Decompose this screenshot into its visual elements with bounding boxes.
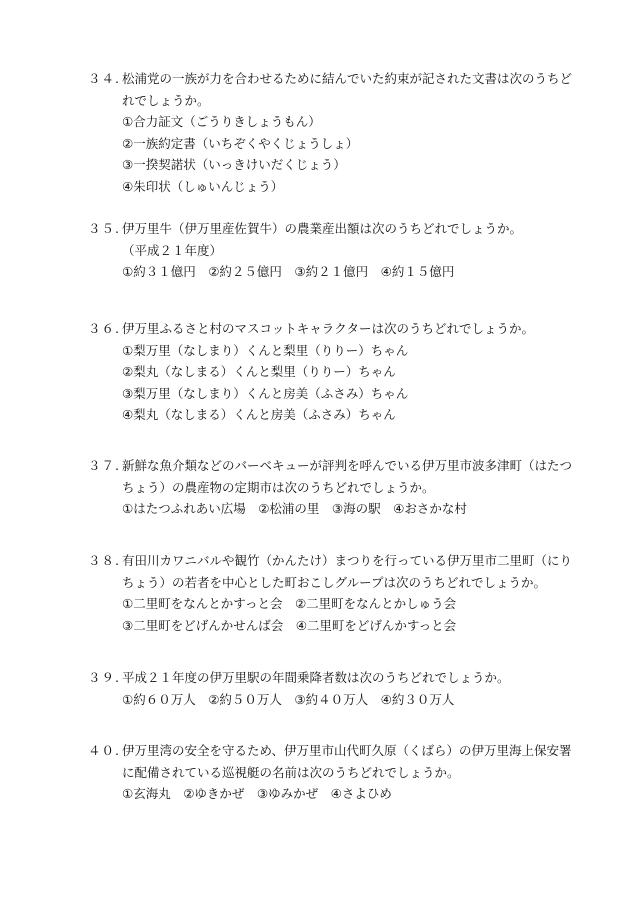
question-text-line: 新鮮な魚介類などのバーベキューが評判を呼んでいる伊万里市波多津町（はたつ xyxy=(122,458,573,473)
choice-line: ①二里町をなんとかすっと会 ②二里町をなんとかしゅう会 xyxy=(122,596,457,611)
question-text-line: れでしょうか。 xyxy=(122,92,210,108)
choice-line: ①合力証文（ごうりきしょうもん） xyxy=(122,114,321,129)
question-37 xyxy=(88,455,578,520)
question-text-line: 伊万里牛（伊万里産佐賀牛）の農業産出額は次のうちどれでしょうか。 xyxy=(122,221,523,236)
question-38 xyxy=(88,550,578,636)
question-number: ３５. xyxy=(88,221,120,236)
choice-line: ①約６０万人 ②約５０万人 ③約４０万人 ④約３０万人 xyxy=(122,691,455,707)
choice-line: ④朱印状（しゅいんじょう） xyxy=(122,178,284,194)
choice-line: ①はたつふれあい広場 ②松浦の里 ③海の駅 ④おさかな村 xyxy=(122,501,467,516)
question-39 xyxy=(88,667,578,710)
question-40 xyxy=(88,740,578,805)
question-text-line: 松浦党の一族が力を合わせるために結んでいた約束が記された文書は次のうちど xyxy=(122,71,573,86)
question-36 xyxy=(88,318,578,426)
question-text-line: 伊万里ふるさと村のマスコットキャラクターは次のうちどれでしょうか。 xyxy=(122,321,535,336)
question-35 xyxy=(88,218,578,283)
choice-line: ④梨丸（なしまる）くんと房美（ふさみ）ちゃん xyxy=(122,407,396,422)
question-text-line: 伊万里湾の安全を守るため、伊万里市山代町久原（くばら）の伊万里海上保安署 xyxy=(122,743,572,758)
question-number: ３９. xyxy=(88,670,120,685)
question-number: ３６. xyxy=(88,321,120,336)
question-text-line: ちょう）の農産物の定期市は次のうちどれでしょうか。 xyxy=(122,479,435,495)
choice-line: ③一揆契諾状（いっきけいだくじょう） xyxy=(122,157,346,172)
question-number: ３７. xyxy=(88,458,120,473)
question-number: ３８. xyxy=(88,553,120,568)
choice-line: ③梨万里（なしまり）くんと房美（ふさみ）ちゃん xyxy=(122,385,409,401)
choice-line: ③二里町をどげんかせんば会 ④二里町をどげんかすっと会 xyxy=(122,617,457,633)
choice-line: ①約３１億円 ②約２５億円 ③約２１億円 ④約１５億円 xyxy=(122,264,455,279)
question-number: ３４. xyxy=(88,71,120,86)
question-text-line: に配備されている巡視艇の名前は次のうちどれでしょうか。 xyxy=(122,764,460,780)
choice-line: ②一族約定書（いちぞくやくじょうしょ） xyxy=(122,135,359,151)
choice-line: ②梨丸（なしまる）くんと梨里（りりー）ちゃん xyxy=(122,364,396,379)
question-number: ４０. xyxy=(88,743,120,758)
question-text-line: （平成２１年度） xyxy=(122,242,223,258)
choice-line: ①玄海丸 ②ゆきかぜ ③ゆみかぜ ④さよひめ xyxy=(122,786,392,801)
question-text-line: 有田川カワニバルや観竹（かんたけ）まつりを行っている伊万里市二里町（にり xyxy=(122,553,573,568)
question-34 xyxy=(88,68,578,197)
question-text-line: 平成２１年度の伊万里駅の年間乗降者数は次のうちどれでしょうか。 xyxy=(122,670,510,685)
choice-line: ①梨万里（なしまり）くんと梨里（りりー）ちゃん xyxy=(122,342,409,358)
question-text-line: ちょう）の若者を中心とした町おこしグループは次のうちどれでしょうか。 xyxy=(122,574,547,590)
